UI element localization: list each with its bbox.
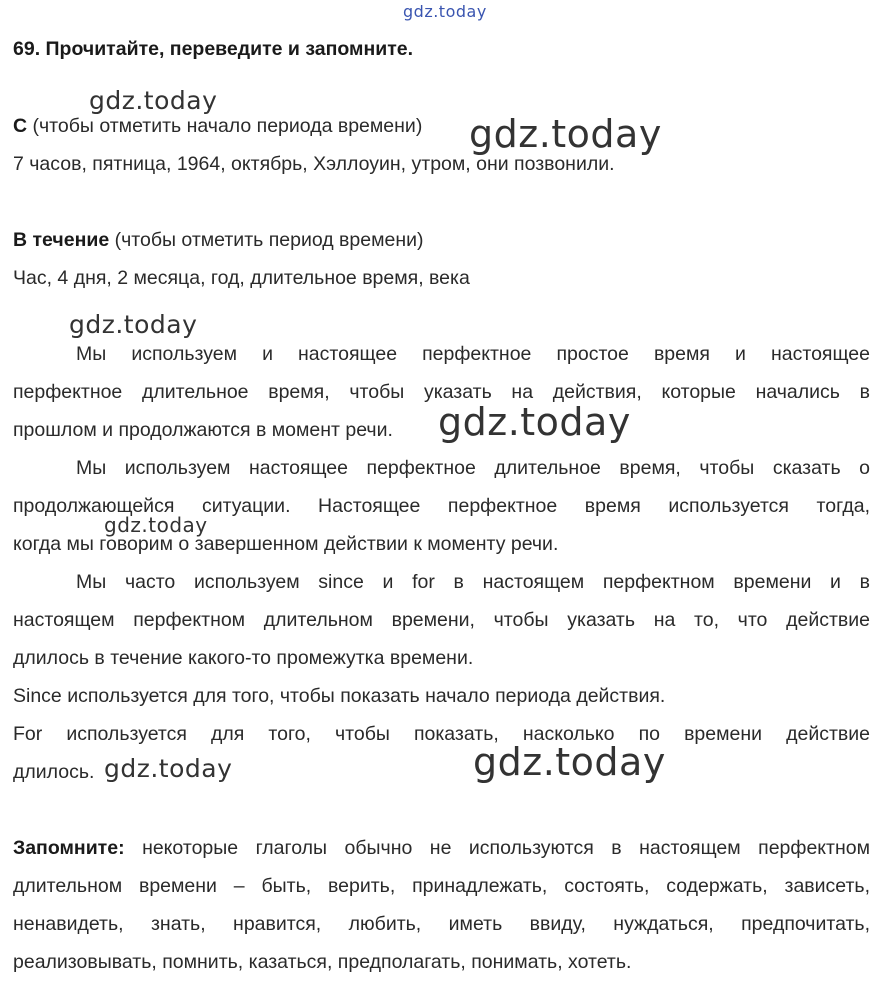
exercise-title: 69. Прочитайте, переведите и запомните. xyxy=(13,38,414,60)
paragraph-3-line-1: Мы часто используем since и for в настоящем перфектном времени и в xyxy=(76,571,870,593)
for-definition xyxy=(13,228,424,252)
paragraph-1-line-2: перфектное длительное время, чтобы указать на действия, которые начались в xyxy=(13,381,870,403)
remember-line-1 xyxy=(13,836,870,860)
watermark: gdz.today xyxy=(104,754,233,783)
remember-line-3: ненавидеть, знать, нравится, любить, иметь ввиду, нуждаться, предпочитать, xyxy=(13,913,870,935)
paragraph-2-line-3: когда мы говорим о завершенном действии к моменту речи. xyxy=(13,533,559,555)
remember-line-2: длительном времени – быть, верить, принадлежать, состоять, содержать, зависеть, xyxy=(13,875,870,897)
watermark: gdz.today xyxy=(69,310,198,339)
watermark-top: gdz.today xyxy=(403,2,487,21)
watermark: gdz.today xyxy=(469,112,662,156)
watermark: gdz.today xyxy=(89,86,218,115)
watermark: gdz.today xyxy=(473,740,666,784)
remember-text: некоторые глаголы обычно не используются в настоящем перфектном xyxy=(124,837,870,859)
paragraph-2-line-2: продолжающейся ситуации. Настоящее перфектное время используется тогда, xyxy=(13,495,870,517)
since-note: (чтобы отметить начало периода времени) xyxy=(27,115,423,137)
remember-line-4: реализовывать, помнить, казаться, предполагать, понимать, хотеть. xyxy=(13,951,632,973)
for-term: В течение xyxy=(13,229,110,251)
since-term: С xyxy=(13,115,28,137)
watermark: gdz.today xyxy=(104,513,208,537)
for-examples: Час, 4 дня, 2 месяца, год, длительное время, века xyxy=(13,267,470,289)
paragraph-3-line-2: настоящем перфектном длительном времени, чтобы указать на то, что действие xyxy=(13,609,870,631)
since-definition xyxy=(13,114,422,138)
remember-label: Запомните: xyxy=(13,837,125,859)
for-note: (чтобы отметить период времени) xyxy=(109,229,424,251)
watermark: gdz.today xyxy=(438,400,631,444)
paragraph-1-line-1: Мы используем и настоящее перфектное простое время и настоящее xyxy=(76,343,870,365)
paragraph-3-line-3: длилось в течение какого-то промежутка времени. xyxy=(13,647,474,669)
paragraph-5-line-2: длилось. xyxy=(13,761,95,783)
paragraph-5-line-1: For используется для того, чтобы показать, насколько по времени действие xyxy=(13,723,870,745)
since-examples: 7 часов, пятница, 1964, октябрь, Хэллоуин, утром, они позвонили. xyxy=(13,153,615,175)
paragraph-4: Since используется для того, чтобы показать начало периода действия. xyxy=(13,685,666,707)
paragraph-2-line-1: Мы используем настоящее перфектное длительное время, чтобы сказать о xyxy=(76,457,870,479)
paragraph-1-line-3: прошлом и продолжаются в момент речи. xyxy=(13,419,393,441)
